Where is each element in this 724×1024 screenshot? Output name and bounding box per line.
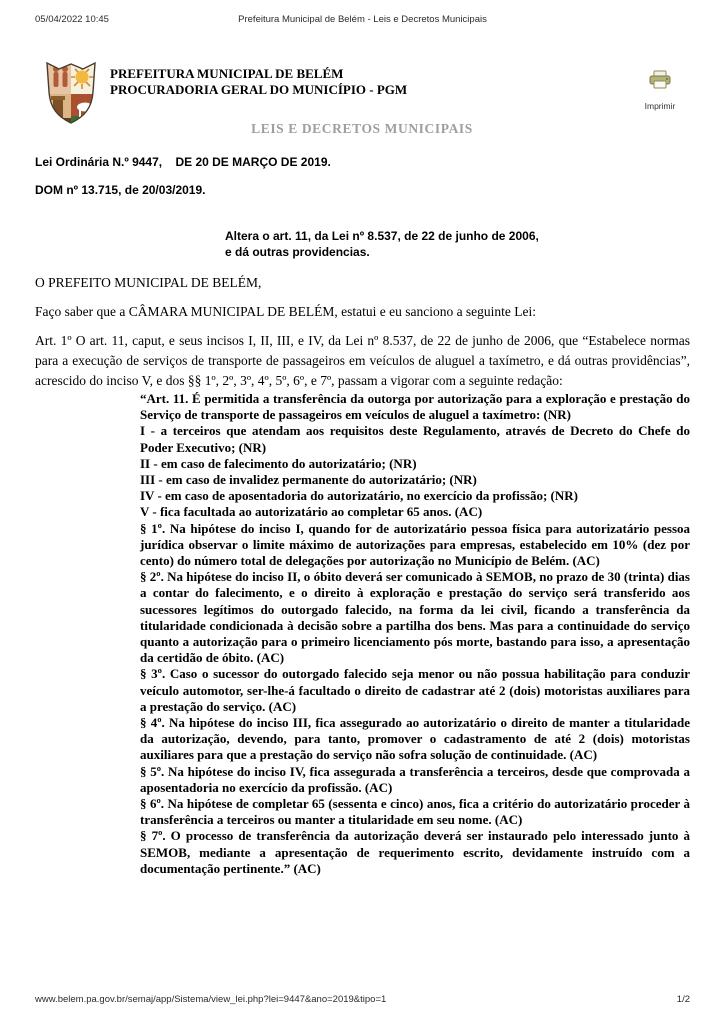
org-name-line1: PREFEITURA MUNICIPAL DE BELÉM bbox=[110, 66, 344, 81]
quote-paragraph: III - em caso de invalidez permanente do autorizatário; (NR) bbox=[140, 472, 477, 488]
quoted-new-wording-block bbox=[140, 391, 690, 877]
quote-paragraph: § 2º. Na hipótese do inciso II, o óbito deverá ser comunicado à SEMOB, no prazo de 30 (trinta) dias a contar do falecimento, e o direito à exploração e prestação do serviço será transferido aos sucessores legítimos do outorgado falecido, na forma da lei civil, ficando a transferência da titularidade condicionada à decisão sobre a partilha dos bens. Mas para a continuidade do serviço quanto a autorização para o primeiro licenciamento pós morte, bastando para isso, a apresentação da certidão de óbito. (AC) bbox=[140, 569, 690, 666]
quote-paragraph: § 7º. O processo de transferência da autorização deverá ser instaurado pelo interessado junto à SEMOB, mediante a apresentação de requerimento escrito, devidamente instruído com a documentação pertinente.” (AC) bbox=[140, 828, 690, 876]
opening-line: O PREFEITO MUNICIPAL DE BELÉM, bbox=[35, 275, 262, 290]
quote-paragraph: IV - em caso de aposentadoria do autorizatário, no exercício da profissão; (NR) bbox=[140, 488, 578, 504]
print-page-title: Prefeitura Municipal de Belém - Leis e Decretos Municipais bbox=[238, 14, 487, 25]
source-url: www.belem.pa.gov.br/semaj/app/Sistema/view_lei.php?lei=9447&ano=2019&tipo=1 bbox=[35, 994, 387, 1005]
law-document-body bbox=[35, 155, 690, 877]
quote-paragraph: § 1º. Na hipótese do inciso I, quando for de autorizatário pessoa física para autorizatário pessoa jurídica observar o limite máximo de autorizações para empresas, estabelecido em 10% (dez por cento) do número total de delegações por autorização no Município de Belém. (AC) bbox=[140, 520, 690, 569]
quote-paragraph: § 4º. Na hipótese do inciso III, fica assegurado ao autorizatário o direito de manter a titularidade da autorização, devendo, para tanto, promover o cadastramento de até 2 (dois) motoristas auxiliares para que a prestação do serviço não sofra solução de continuidade. (AC) bbox=[140, 715, 690, 763]
quote-paragraph: V - fica facultada ao autorizatário ao completar 65 anos. (AC) bbox=[140, 504, 483, 520]
preamble-line: Faço saber que a CÂMARA MUNICIPAL DE BELÉM, estatui e eu sanciono a seguinte Lei: bbox=[35, 304, 537, 319]
print-datetime: 05/04/2022 10:45 bbox=[35, 14, 109, 25]
org-name-block bbox=[110, 66, 407, 98]
quote-paragraph: § 6º. Na hipótese de completar 65 (sessenta e cinco) anos, fica a critério do autorizatário proceder à transferência a terceiros ou manter a titularidade em seu nome. (AC) bbox=[140, 796, 690, 828]
dom-publication-line: DOM nº 13.715, de 20/03/2019. bbox=[35, 183, 206, 197]
quote-paragraph: “Art. 11. É permitida a transferência da outorga por autorização para a exploração e prestação do Serviço de transporte de passageiros em veículos de aluguel a taxímetro: (NR) bbox=[140, 391, 690, 423]
quote-paragraph: § 5º. Na hipótese do inciso IV, fica assegurada a transferência a terceiros, desde que comprovada a aposentadoria no exercício da profissão. (AC) bbox=[140, 763, 690, 795]
law-number-line: Lei Ordinária N.º 9447, DE 20 DE MARÇO DE 2019. bbox=[35, 155, 331, 169]
quote-paragraph: II - em caso de falecimento do autorizatário; (NR) bbox=[140, 455, 417, 471]
browser-print-header bbox=[35, 14, 690, 28]
law-ementa: Altera o art. 11, da Lei nº 8.537, de 22 de junho de 2006, e dá outras providencias. bbox=[225, 229, 539, 259]
quote-paragraph: § 3º. Caso o sucessor do outorgado falecido seja menor ou não possua habilitação para conduzir veículo automotor, ser-lhe-á facultado o direito de cadastrar até 2 (dois) motoristas auxiliares para a prestação do serviço. (AC) bbox=[140, 666, 690, 714]
page-indicator: 1/2 bbox=[676, 994, 690, 1005]
belem-coat-of-arms-icon bbox=[40, 60, 102, 126]
print-button[interactable] bbox=[636, 70, 684, 114]
browser-print-footer bbox=[35, 994, 690, 1008]
quote-paragraph: I - a terceiros que atendam aos requisitos deste Regulamento, através de Decreto do Chefe do Poder Executivo; (NR) bbox=[140, 423, 690, 455]
printer-icon bbox=[636, 70, 684, 95]
org-name-line2: PROCURADORIA GERAL DO MUNICÍPIO - PGM bbox=[110, 82, 408, 97]
section-title: LEIS E DECRETOS MUNICIPAIS bbox=[251, 121, 473, 136]
print-button-label: Imprimir bbox=[644, 101, 676, 111]
article-1-paragraph: Art. 1º O art. 11, caput, e seus incisos I, II, III, e IV, da Lei nº 8.537, de 22 de junho de 2006, que “Estabelece normas para a execução de serviços de transporte de passageiros em veículos de aluguel a taxímetro, e dá outras providências”, acrescido do inciso V, e dos §§ 1º, 2º, 3º, 4º, 5º, 6º, e 7º, passam a vigorar com a seguinte redação: bbox=[35, 333, 690, 388]
